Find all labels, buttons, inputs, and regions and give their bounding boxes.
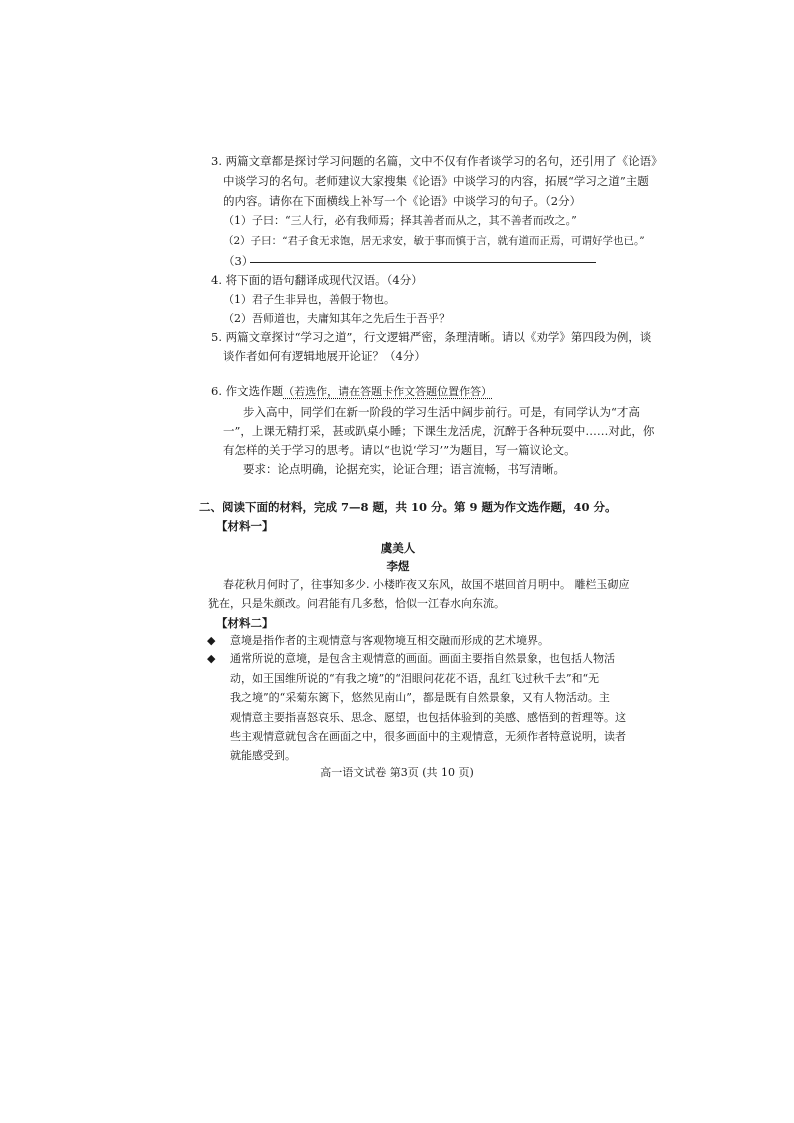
material2-bullet-1: 意境是指作者的主观情意与客观物境互相交融而形成的艺术境界。	[230, 634, 549, 647]
bullet-diamond-icon: ◆	[207, 634, 216, 647]
q6-title-note: （若选作，请在答题卡作文答题位置作答）	[283, 385, 493, 398]
material2-bullet-2-line-3: 我之境”的“采菊东篱下，悠然见南山”，都是既有自然景象，又有人物活动。主	[230, 691, 610, 704]
q6-line-1: 步入高中，同学们在新一阶段的学习生活中阔步前行。可是，有同学认为“才高	[243, 405, 640, 419]
section2-heading: 二、阅读下面的材料，完成 7—8 题，共 10 分。第 9 题为作文选作题，40 分。	[199, 500, 617, 514]
q4-title: 4. 将下面的语句翻译成现代汉语。（4分）	[211, 273, 423, 287]
material2-bullet-2-line-1: 通常所说的意境，是包含主观情意的画面。画面主要指自然景象，也包括人物活	[230, 652, 615, 665]
material2-bullet-2-line-4: 观情意主要指喜怒哀乐、思念、愿望，也包括体验到的美感、感悟到的哲理等。这	[230, 711, 626, 724]
material2-bullet-2-line-6: 就能感受到。	[230, 749, 296, 762]
material2-bullet-2-line-5: 些主观情意就包含在画面之中，很多画面中的主观情意，无须作者特意说明，读者	[230, 730, 626, 743]
q6-line-3: 有怎样的关于学习的思考。请以“也说‘学习’”为题目，写一篇议论文。	[223, 443, 576, 457]
q3-line-3: 的内容。请你在下面横线上补写一个《论语》中谈学习的句子。（2分）	[223, 194, 582, 208]
material2-label: 【材料二】	[216, 616, 274, 630]
page-footer: 高一语文试卷 第3页 (共 10 页)	[320, 766, 474, 779]
q6-title: 6. 作文选作题	[211, 384, 284, 398]
poem-author: 李煜	[386, 559, 410, 573]
q3-line-1: 3. 两篇文章都是探讨学习问题的名篇，文中不仅有作者谈学习的名句，还引用了《论语》	[211, 154, 663, 168]
material1-label: 【材料一】	[216, 519, 274, 533]
q4-item-1: （1）君子生非异也，善假于物也。	[223, 293, 395, 306]
q6-line-2: 一”，上课无精打采，甚或趴桌小睡；下课生龙活虎，沉醉于各种玩耍中……对此，你	[223, 424, 655, 438]
poem-title: 虞美人	[380, 541, 416, 555]
poem-line-1: 春花秋月何时了，往事知多少. 小楼昨夜又东风，故国不堪回首月明中。 雕栏玉砌应	[223, 578, 630, 591]
material2-bullet-2-line-2: 动，如王国维所说的“有我之境”的“泪眼问花花不语，乱红飞过秋千去”和“无	[230, 672, 600, 685]
q3-answer-line	[250, 262, 596, 263]
q5-line-2: 谈作者如何有逻辑地展开论证？（4分）	[223, 349, 426, 363]
q5-line-1: 5. 两篇文章探讨“学习之道”，行文逻辑严密，条理清晰。请以《劝学》第四段为例，谈	[211, 330, 652, 344]
poem-line-2: 犹在，只是朱颜改。问君能有几多愁，恰似一江春水向东流。	[208, 597, 505, 610]
q6-title-row	[211, 384, 492, 399]
bullet-diamond-icon: ◆	[207, 652, 216, 665]
q6-requirement: 要求：论点明确，论据充实，论证合理；语言流畅，书写清晰。	[243, 462, 565, 476]
q4-item-2: （2）吾师道也，夫庸知其年之先后生于吾乎？	[223, 312, 450, 325]
q3-line-2: 中谈学习的名句。老师建议大家搜集《论语》中谈学习的内容，拓展“学习之道”主题	[223, 174, 649, 188]
q3-item-3: （3）	[223, 254, 254, 268]
q3-item-2: （2）子曰：“君子食无求饱，居无求安，敏于事而慎于言，就有道而正焉，可谓好学也已。”	[223, 235, 645, 247]
q3-item-1: （1）子曰：“三人行，必有我师焉；择其善者而从之，其不善者而改之。”	[223, 214, 577, 227]
